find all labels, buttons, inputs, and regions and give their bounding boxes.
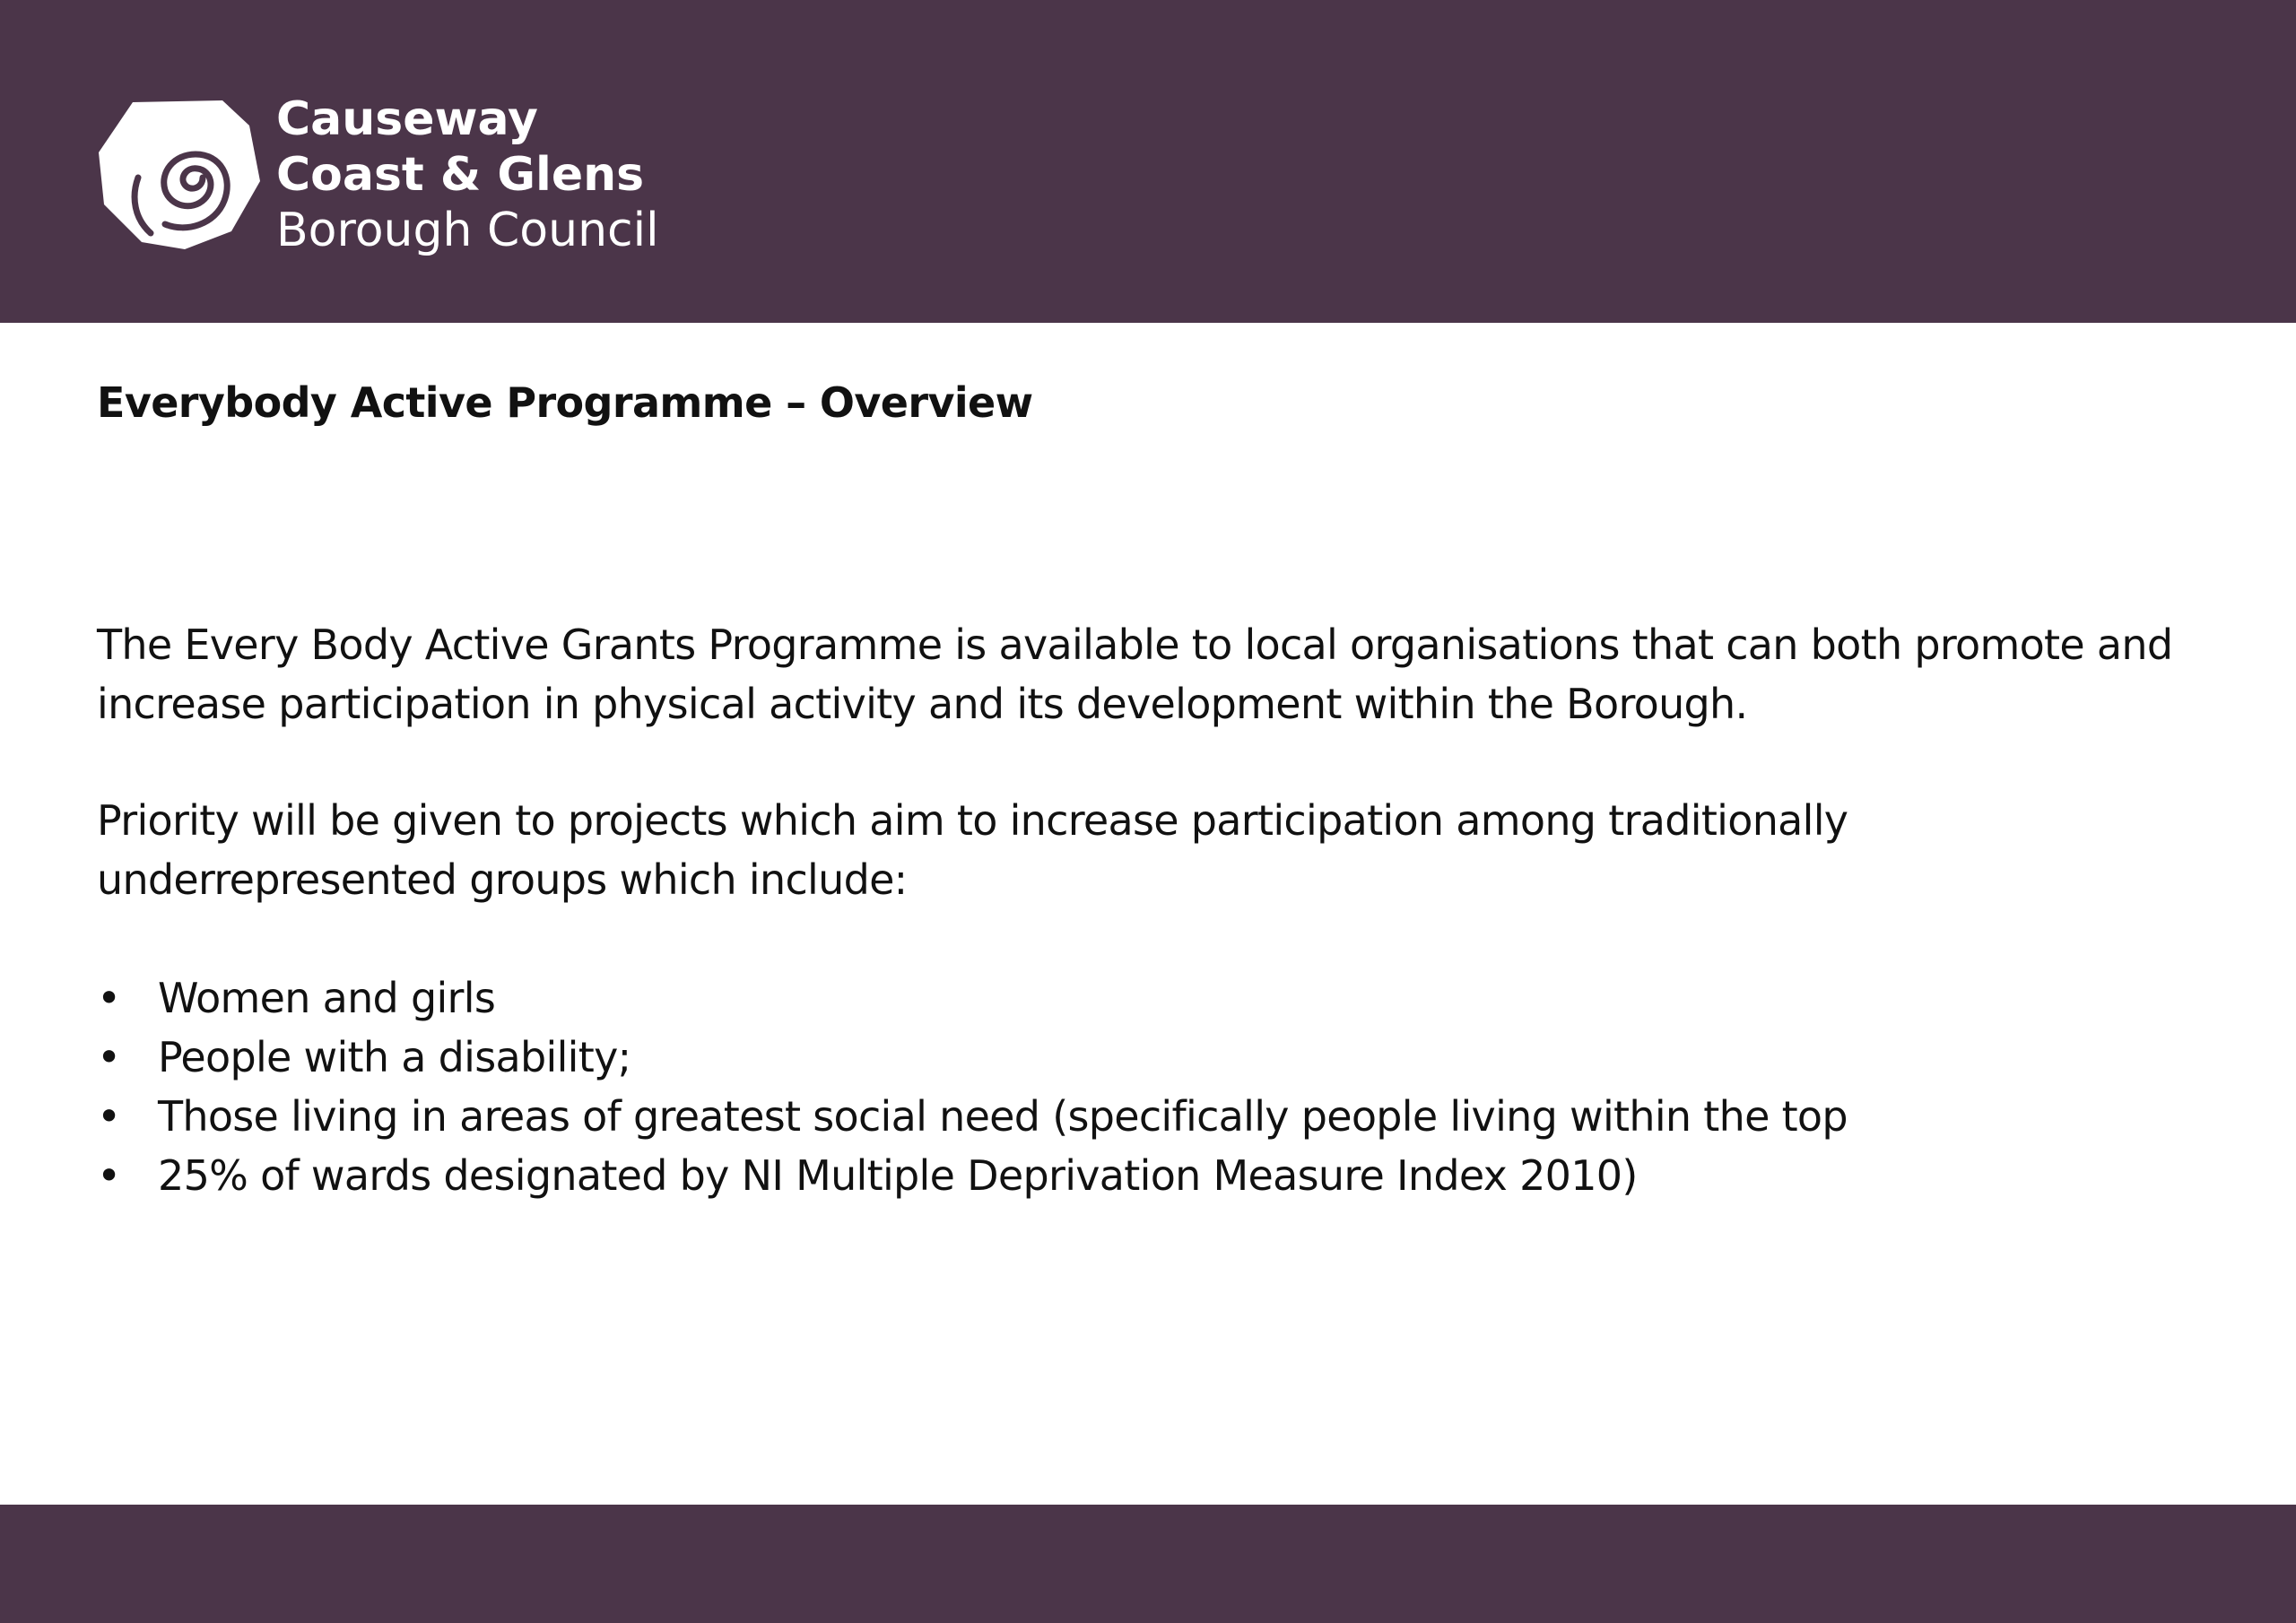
bullet-icon: • bbox=[97, 1151, 121, 1200]
logo-line-borough-council: Borough Council bbox=[276, 204, 659, 257]
logo-line-coast-glens: Coast & Glens bbox=[276, 148, 645, 202]
intro-paragraph: The Every Body Active Grants Programme is available to local organisations that can both promote and increase participation in physical activity and its development within the Borough. bbox=[97, 621, 2173, 728]
bullet-icon: • bbox=[97, 974, 121, 1022]
page-title: Everybody Active Programme – Overview bbox=[97, 378, 1033, 427]
bullet-icon: • bbox=[97, 1033, 121, 1081]
list-item-text: People with a disability; bbox=[158, 1033, 631, 1081]
list-item bbox=[97, 968, 1848, 1028]
council-logo-text bbox=[276, 91, 659, 258]
list-item-text: 25% of wards designated by NI Multiple Deprivation Measure Index 2010) bbox=[158, 1151, 1638, 1200]
priority-paragraph: Priority will be given to projects which aim to increase participation among traditionally underrepresented groups which include: bbox=[97, 796, 1848, 904]
spiral-stone-logo-icon bbox=[97, 99, 262, 251]
list-item bbox=[97, 1087, 1848, 1146]
list-item-text: Women and girls bbox=[158, 974, 496, 1022]
list-item bbox=[97, 1028, 1848, 1087]
council-logo bbox=[97, 91, 671, 271]
logo-line-causeway: Causeway bbox=[276, 92, 538, 146]
footer-band bbox=[0, 1505, 2296, 1623]
bullet-icon: • bbox=[97, 1092, 121, 1141]
priority-groups-list bbox=[97, 968, 1848, 1205]
header-band bbox=[0, 0, 2296, 323]
list-item bbox=[97, 1146, 1848, 1205]
list-item-text: Those living in areas of greatest social need (specifically people living within the top bbox=[158, 1092, 1848, 1141]
